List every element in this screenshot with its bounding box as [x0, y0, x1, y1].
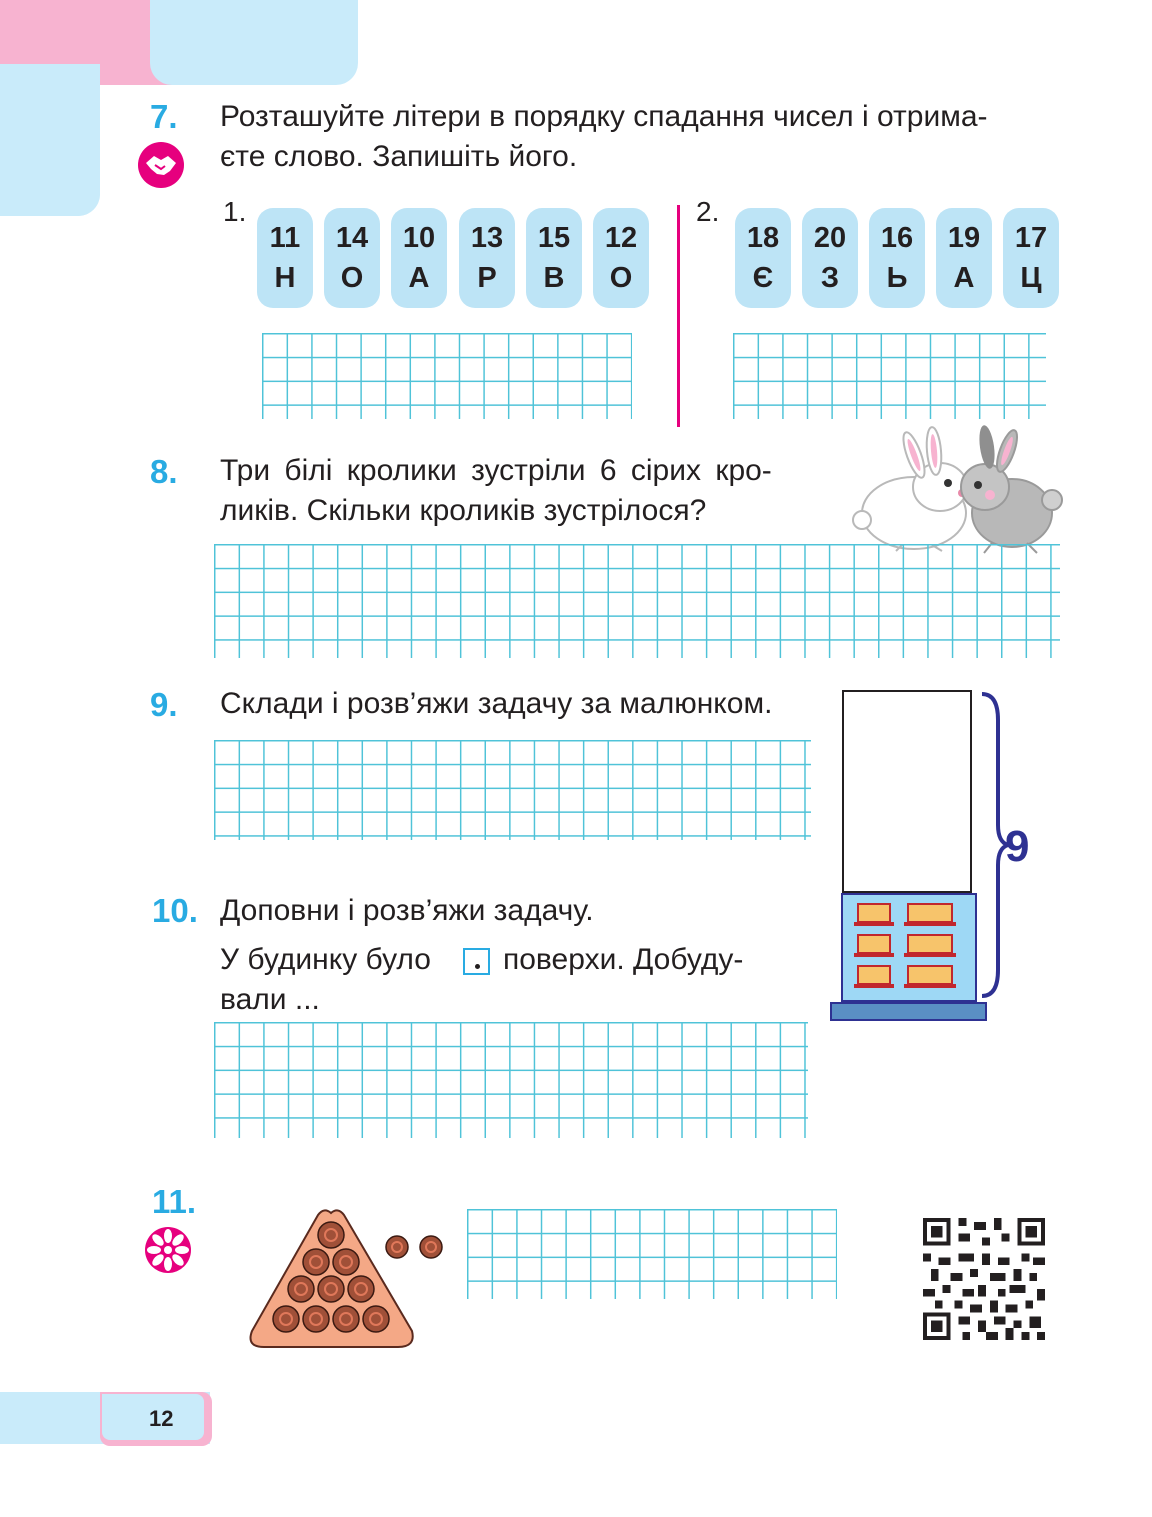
task8-line1: Три білі кролики зустріли 6 сірих кро- — [220, 454, 772, 487]
tile — [391, 208, 447, 308]
answer-grid-task9[interactable] — [214, 740, 811, 840]
tile — [593, 208, 649, 308]
task7-line2: єте слово. Запишіть його. — [220, 140, 578, 173]
ball-triangle — [246, 1207, 416, 1349]
extra-balls — [384, 1234, 444, 1260]
task9-number: 9. — [150, 686, 178, 723]
task7-line1: Розташуйте літери в порядку спадання чисел і отрима- — [220, 100, 988, 133]
answer-grid-task8[interactable] — [214, 544, 1060, 658]
brace-value: 9 — [1005, 822, 1030, 871]
tile — [1003, 208, 1059, 308]
tile-letter: О — [609, 262, 633, 294]
tile-number: 12 — [604, 222, 638, 254]
divider-line — [677, 205, 680, 427]
corner-blue-tab-round — [0, 64, 100, 216]
tile-number: 13 — [470, 222, 504, 254]
tile-letter: Р — [477, 262, 497, 294]
tile-number: 16 — [880, 222, 914, 254]
tile-letter: Ь — [886, 262, 908, 294]
tile-letter: О — [340, 262, 364, 294]
tile — [735, 208, 791, 308]
tile — [869, 208, 925, 308]
tile-letter: А — [408, 262, 430, 294]
building-empty-floors — [842, 690, 972, 893]
corner-blue-block — [150, 0, 358, 85]
flower-icon — [144, 1226, 192, 1274]
task9-line1: Склади і розв’яжи задачу за малюнком. — [220, 687, 773, 720]
tile — [526, 208, 582, 308]
tile-number: 14 — [335, 222, 369, 254]
group1-label: 1. — [223, 196, 247, 227]
blank-box[interactable] — [463, 948, 490, 975]
tile — [257, 208, 313, 308]
handshake-icon — [137, 141, 185, 189]
building-illustration — [830, 893, 988, 1023]
task10-line3: вали ... — [220, 983, 320, 1016]
blank-dot — [475, 964, 480, 969]
task10-line1: Доповни і розв’яжи задачу. — [220, 894, 594, 927]
rabbits-illustration — [852, 425, 1067, 560]
page-number: 12 — [149, 1406, 174, 1431]
qr-code[interactable] — [922, 1218, 1046, 1340]
task11-number: 11. — [152, 1183, 197, 1220]
tile — [936, 208, 992, 308]
tile — [459, 208, 515, 308]
tile-letter: А — [953, 262, 975, 294]
tile-number: 15 — [537, 222, 571, 254]
tile-letter: З — [820, 262, 840, 294]
answer-grid-1[interactable] — [262, 333, 632, 419]
answer-grid-task11[interactable] — [467, 1209, 837, 1299]
task7-number: 7. — [150, 98, 178, 135]
task10-number: 10. — [152, 892, 198, 929]
tile — [324, 208, 380, 308]
tile-number: 10 — [402, 222, 436, 254]
tile-number: 17 — [1014, 222, 1048, 254]
group2-label: 2. — [696, 196, 720, 227]
tile-letter: В — [543, 262, 565, 294]
task10-line2b: поверхи. Добуду- — [503, 943, 744, 976]
answer-grid-2[interactable] — [733, 333, 1046, 419]
tile-letter: Ц — [1020, 262, 1042, 294]
tile-letter: Є — [752, 262, 774, 294]
task10-line2a: У будинку було — [220, 943, 431, 976]
task8-line2: ликів. Скільки кроликів зустрілося? — [220, 494, 707, 527]
tile-number: 19 — [947, 222, 981, 254]
tile — [802, 208, 858, 308]
tile-number: 18 — [746, 222, 780, 254]
tile-number: 11 — [269, 222, 301, 254]
task8-number: 8. — [150, 453, 178, 490]
answer-grid-task10[interactable] — [214, 1022, 808, 1138]
tile-number: 20 — [813, 222, 847, 254]
tile-letter: Н — [274, 262, 296, 294]
